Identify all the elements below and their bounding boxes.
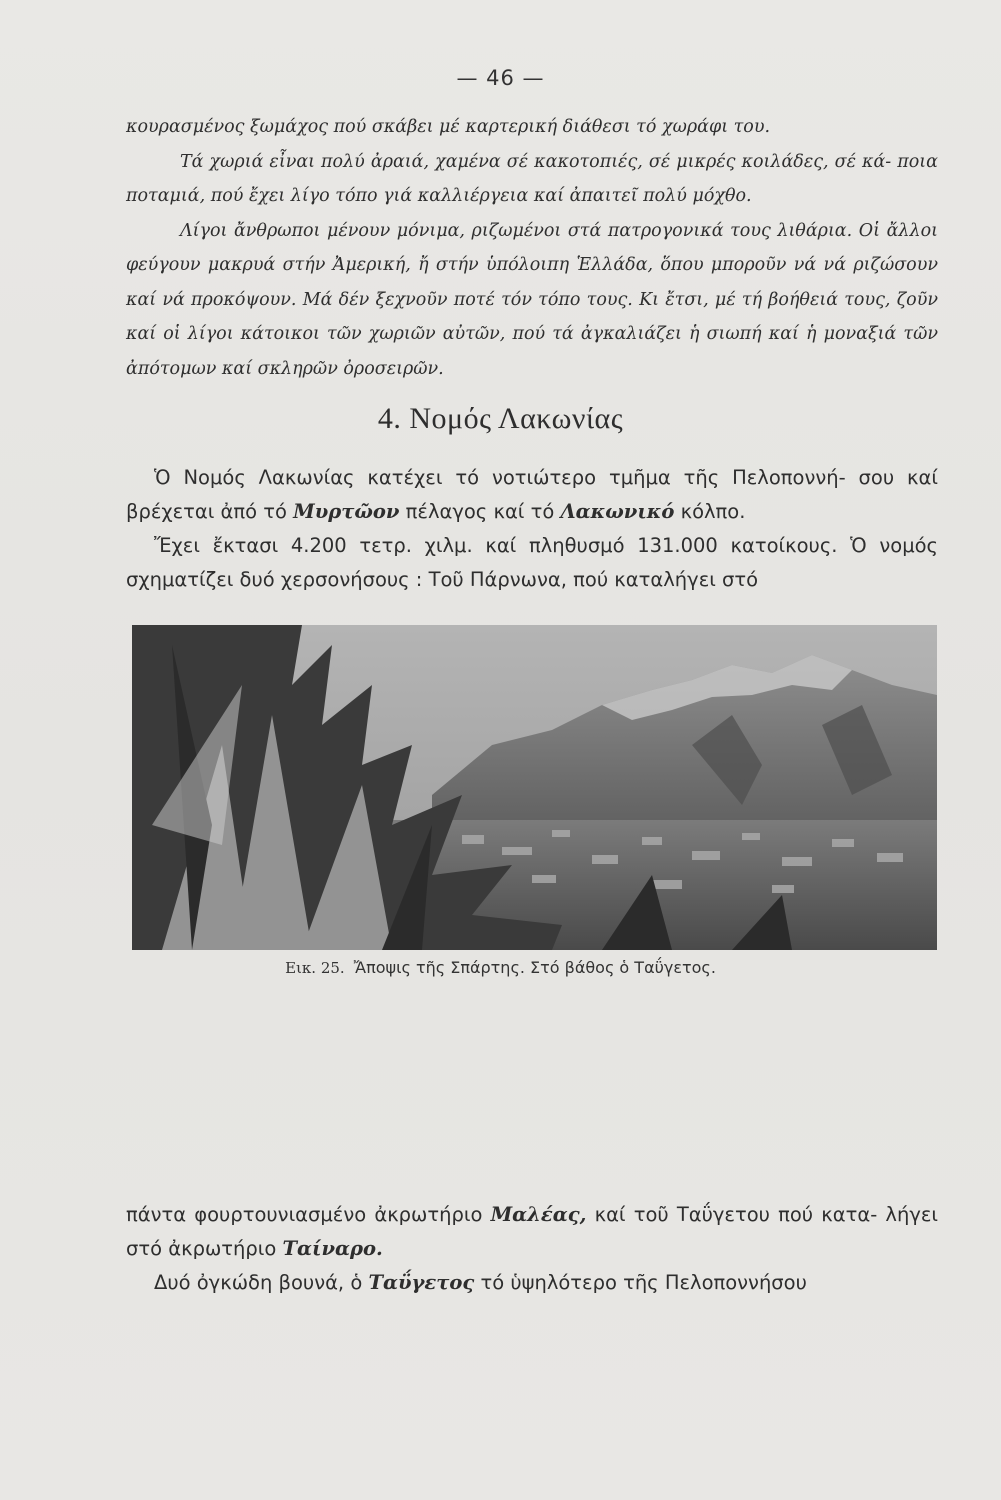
text-run: πάντα φουρτουνιασμένο ἀκρωτήριο: [126, 1203, 491, 1226]
figure-caption-text: Ἄποψις τῆς Σπάρτης. Στό βάθος ὁ Ταΰγετος.: [353, 958, 716, 977]
text-run: κόλπο.: [674, 500, 746, 523]
cape-tainaro: Ταίναρο.: [282, 1237, 383, 1260]
laconian-gulf: Λακωνικό: [560, 500, 675, 523]
paragraph-mountains: [126, 1266, 938, 1300]
paragraph-area-population: Ἔχει ἔκτασι 4.200 τετρ. χιλμ. καί πληθυσμό 131.000 κατοίκους. Ὁ νομός σχηματίζει δυό χερσονήσους : Τοῦ Πάρνωνα, πού καταλήγει στό: [126, 534, 938, 591]
intro-paragraph-2: Τά χωριά εἶναι πολύ ἀραιά, χαμένα σέ κακοτοπιές, σέ μικρές κοιλάδες, σέ κά- ποια ποταμιά, πού ἔχει λίγο τόπο γιά καλλιέργεια καί ἀπαιτεῖ πολύ μόχθο.: [126, 151, 938, 206]
paragraph-prefecture-location: [126, 461, 938, 529]
page-number: — 46 —: [456, 66, 545, 90]
mount-taygetos: Ταΰγετος: [368, 1271, 475, 1294]
text-run: πέλαγος καί τό: [399, 500, 561, 523]
text-run: καί τοῦ Ταΰγετου πού κατα- λήγει στό ἀκρωτήριο: [126, 1203, 938, 1260]
intro-line-1: κουρασμένος ξωμάχος πού σκάβει μέ καρτερική διάθεσι τό χωράφι του.: [126, 117, 771, 137]
paragraph-peninsulas-cont: [126, 1198, 938, 1266]
cape-malea: Μαλέας,: [490, 1203, 587, 1226]
text-run: Δυό ὀγκώδη βουνά, ὁ: [154, 1271, 369, 1294]
intro-paragraph-3: Λίγοι ἄνθρωποι μένουν μόνιμα, ριζωμένοι στά πατρογονικά τους λιθάρια. Οἱ ἄλλοι φεύγουν μακρυά στήν Ἀμερική, ἤ στήν ὑπόλοιπη Ἑλλάδα, ὅπου μποροῦν νά νά ριζώσουν καί νά προκόψουν. Μά δέν ξεχνοῦν ποτέ τόν τόπο τους. Κι ἔτσι, μέ τή βοήθειά τους, ζοῦν καί οἱ λίγοι κάτοικοι τῶν χωριῶν αὐτῶν, πού τά ἀγκαλιάζει ἡ σιωπή καί ἡ μοναξιά τῶν ἀπότομων καί σκληρῶν ὀροσειρῶν.: [126, 220, 938, 379]
sparta-landscape-illustration: [132, 625, 937, 950]
figure-caption: [0, 958, 1001, 977]
text-run: Ὁ Νομός Λακωνίας κατέχει τό νοτιώτερο τμῆμα τῆς Πελοποννή- σου καί βρέχεται ἀπό τό: [126, 466, 938, 523]
myrtoan-sea: Μυρτῶον: [293, 500, 400, 523]
text-run: τό ὑψηλότερο τῆς Πελοποννήσου: [474, 1271, 807, 1294]
section-body-top: [126, 461, 938, 597]
section-heading: 4. Νομός Λακωνίας: [377, 402, 624, 435]
sparta-photo: [132, 625, 937, 950]
figure-label: Εικ. 25.: [285, 959, 345, 977]
intro-text: [126, 110, 938, 386]
section-body-bottom: [126, 1198, 938, 1300]
